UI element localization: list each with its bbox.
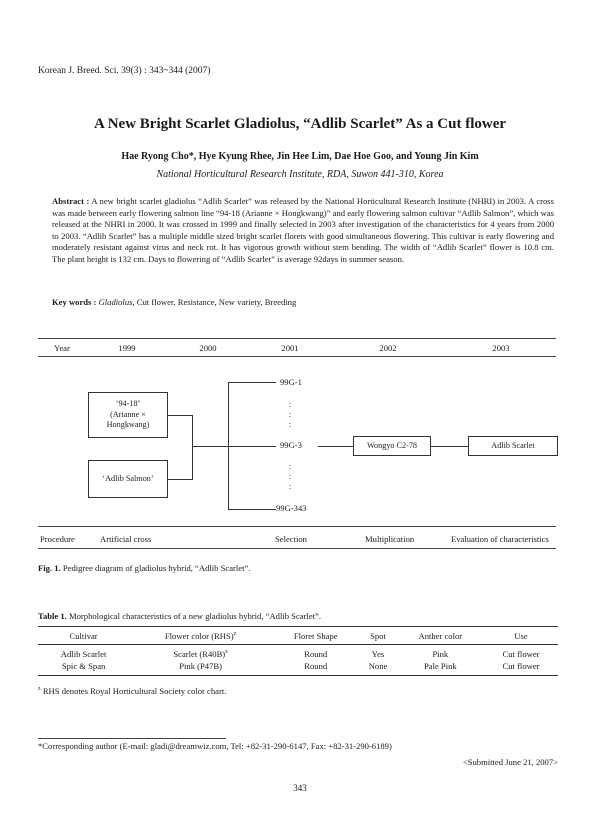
- keywords-label: Key words :: [52, 297, 97, 307]
- header-anther-color: Anther color: [397, 627, 484, 645]
- selection-99g-1: 99G-1: [280, 377, 302, 387]
- year-1999: 1999: [118, 343, 136, 353]
- procedure-multiplication: Multiplication: [365, 534, 415, 544]
- connector: [318, 446, 353, 447]
- year-label: Year: [54, 343, 70, 353]
- morphology-table: [38, 626, 558, 676]
- procedure-artificial-cross: Artificial cross: [100, 534, 152, 544]
- procedure-selection: Selection: [275, 534, 307, 544]
- connector: [192, 446, 228, 447]
- parent-adlib-salmon-box: ‘Adlib Salmon’: [88, 460, 168, 498]
- parent-94-18-box: [88, 392, 168, 438]
- keywords: [52, 297, 554, 307]
- connector: [228, 382, 276, 383]
- affiliation: National Horticultural Research Institute, RDA, Suwon 441-310, Korea: [156, 169, 444, 180]
- selection-99g-3: 99G-3: [280, 440, 302, 450]
- connector: [168, 415, 192, 416]
- figure-caption-text: Pedigree diagram of gladiolus hybrid, “Adlib Scarlet”.: [62, 563, 251, 573]
- cell-use: Cut flower: [502, 649, 540, 659]
- table-caption-text: Morphological characteristics of a new gladiolus hybrid, “Adlib Scarlet”.: [68, 611, 321, 621]
- table-caption-label: Table 1.: [38, 611, 67, 621]
- ellipsis-dots: :: [288, 410, 292, 419]
- abstract: [52, 196, 554, 266]
- connector: [228, 446, 276, 447]
- footnote-rule: [38, 738, 226, 739]
- table-note-text: RHS denotes Royal Horticultural Society color chart.: [42, 686, 227, 696]
- table-note-sup: z: [38, 686, 41, 693]
- wongyo-c2-78-box: Wongyo C2-78: [353, 436, 431, 456]
- cell-flower-color: Pink (P47B): [129, 660, 272, 676]
- figure-caption-label: Fig. 1.: [38, 563, 61, 573]
- procedure-label: Procedure: [40, 534, 75, 544]
- ellipsis-dots: :: [288, 482, 292, 491]
- cell-use: Cut flower: [484, 660, 558, 676]
- cell-spot: Yes: [371, 649, 385, 659]
- header-use: Use: [484, 627, 558, 645]
- year-2002: 2002: [379, 343, 397, 353]
- header-cultivar: Cultivar: [38, 627, 129, 645]
- table-row: [38, 645, 558, 661]
- header-spot: Spot: [359, 627, 396, 645]
- diagram-procedure-rule: [38, 526, 556, 527]
- table-note: [38, 686, 226, 696]
- figure-caption: [38, 563, 250, 573]
- header-floret-shape: Floret Shape: [272, 627, 359, 645]
- ellipsis-dots: :: [288, 400, 292, 409]
- keywords-rest: Cut flower, Resistance, New variety, Breeding: [136, 297, 297, 307]
- table-caption: [38, 611, 321, 621]
- parent-94-18-line2: (Arianne ×: [110, 409, 146, 419]
- connector: [431, 446, 468, 447]
- parent-94-18-line1: ‘94-18’: [115, 399, 141, 409]
- cell-floret-shape: Round: [272, 660, 359, 676]
- corresponding-author: *Corresponding author (E-mail: gladi@dreamwiz.com, Tel: +82-31-290-6147, Fax: +82-31-290-6189): [38, 741, 392, 751]
- header-flower-color-sup: z: [233, 631, 237, 638]
- diagram-bottom-rule: [38, 548, 556, 549]
- cell-flower-color: [129, 645, 272, 661]
- table-header-row: [38, 627, 558, 645]
- year-2000: 2000: [199, 343, 217, 353]
- cell-anther-color: Pink: [432, 649, 449, 659]
- paper-title: A New Bright Scarlet Gladiolus, “Adlib Scarlet” As a Cut flower: [93, 116, 507, 132]
- submitted-date: <Submitted June 21, 2007>: [462, 757, 558, 767]
- cell-spot: None: [359, 660, 396, 676]
- cell-flower-color-text: Scarlet (R40B): [173, 649, 226, 659]
- cell-flower-color-sup: z: [225, 649, 228, 656]
- keywords-italic: Gladiolus,: [98, 297, 135, 307]
- diagram-top-rule: [38, 338, 556, 339]
- procedure-evaluation: Evaluation of characteristics: [451, 534, 549, 544]
- ellipsis-dots: :: [288, 462, 292, 471]
- adlib-scarlet-box: Adlib Scarlet: [468, 436, 558, 456]
- diagram-header-rule: [38, 356, 556, 357]
- page-number: 343: [293, 783, 307, 793]
- connector: [228, 509, 276, 510]
- ellipsis-dots: :: [288, 420, 292, 429]
- cell-cultivar: Adlib Scarlet: [60, 649, 107, 659]
- cell-floret-shape: Round: [304, 649, 328, 659]
- parent-94-18-line3: Hongkwang): [106, 420, 150, 430]
- header-flower-color: [129, 627, 272, 645]
- journal-citation: Korean J. Breed. Sci. 39(3) : 343~344 (2007): [38, 66, 211, 76]
- abstract-label: Abstract :: [52, 196, 90, 206]
- connector: [192, 415, 193, 480]
- table-row: [38, 660, 558, 676]
- selection-99g-343: 99G-343: [276, 503, 307, 513]
- ellipsis-dots: :: [288, 472, 292, 481]
- author-list: Hae Ryong Cho*, Hye Kyung Rhee, Jin Hee Lim, Dae Hoe Goo, and Young Jin Kim: [121, 151, 479, 162]
- abstract-text: A new bright scarlet gladiolus “Adlib Scarlet” was released by the National Horticultural Research Institute (NHRI) in 2003. A cross was made between early flowering salmon line “94-18 (Arianne × Hongkwang)” and early flowering salmon cultivar “Adlib Salmon”, which was released at the NHRI in 2000. It was crossed in 1999 and finally selected in 2003 after investigation of the characteristics for 4 years from 2000 to 2003. “Adlib Scarlet” has a multiple middle sized bright scarlet florets with good simultaneous flowering. This cultivar is early flowering and moderately resistant against virus and neck rot. It has vigorous growth without stem bending. The width of “Adlib Scarlet” flower is 10.8 cm. The plant height is 132 cm. Days to flowering of “Adlib Scarlet” is average 92days in summer season.: [52, 196, 554, 264]
- header-flower-color-text: Flower color (RHS): [164, 631, 234, 641]
- year-2003: 2003: [492, 343, 510, 353]
- connector: [168, 479, 192, 480]
- cell-anther-color: Pale Pink: [397, 660, 484, 676]
- cell-cultivar: Spic & Span: [38, 660, 129, 676]
- year-2001: 2001: [281, 343, 299, 353]
